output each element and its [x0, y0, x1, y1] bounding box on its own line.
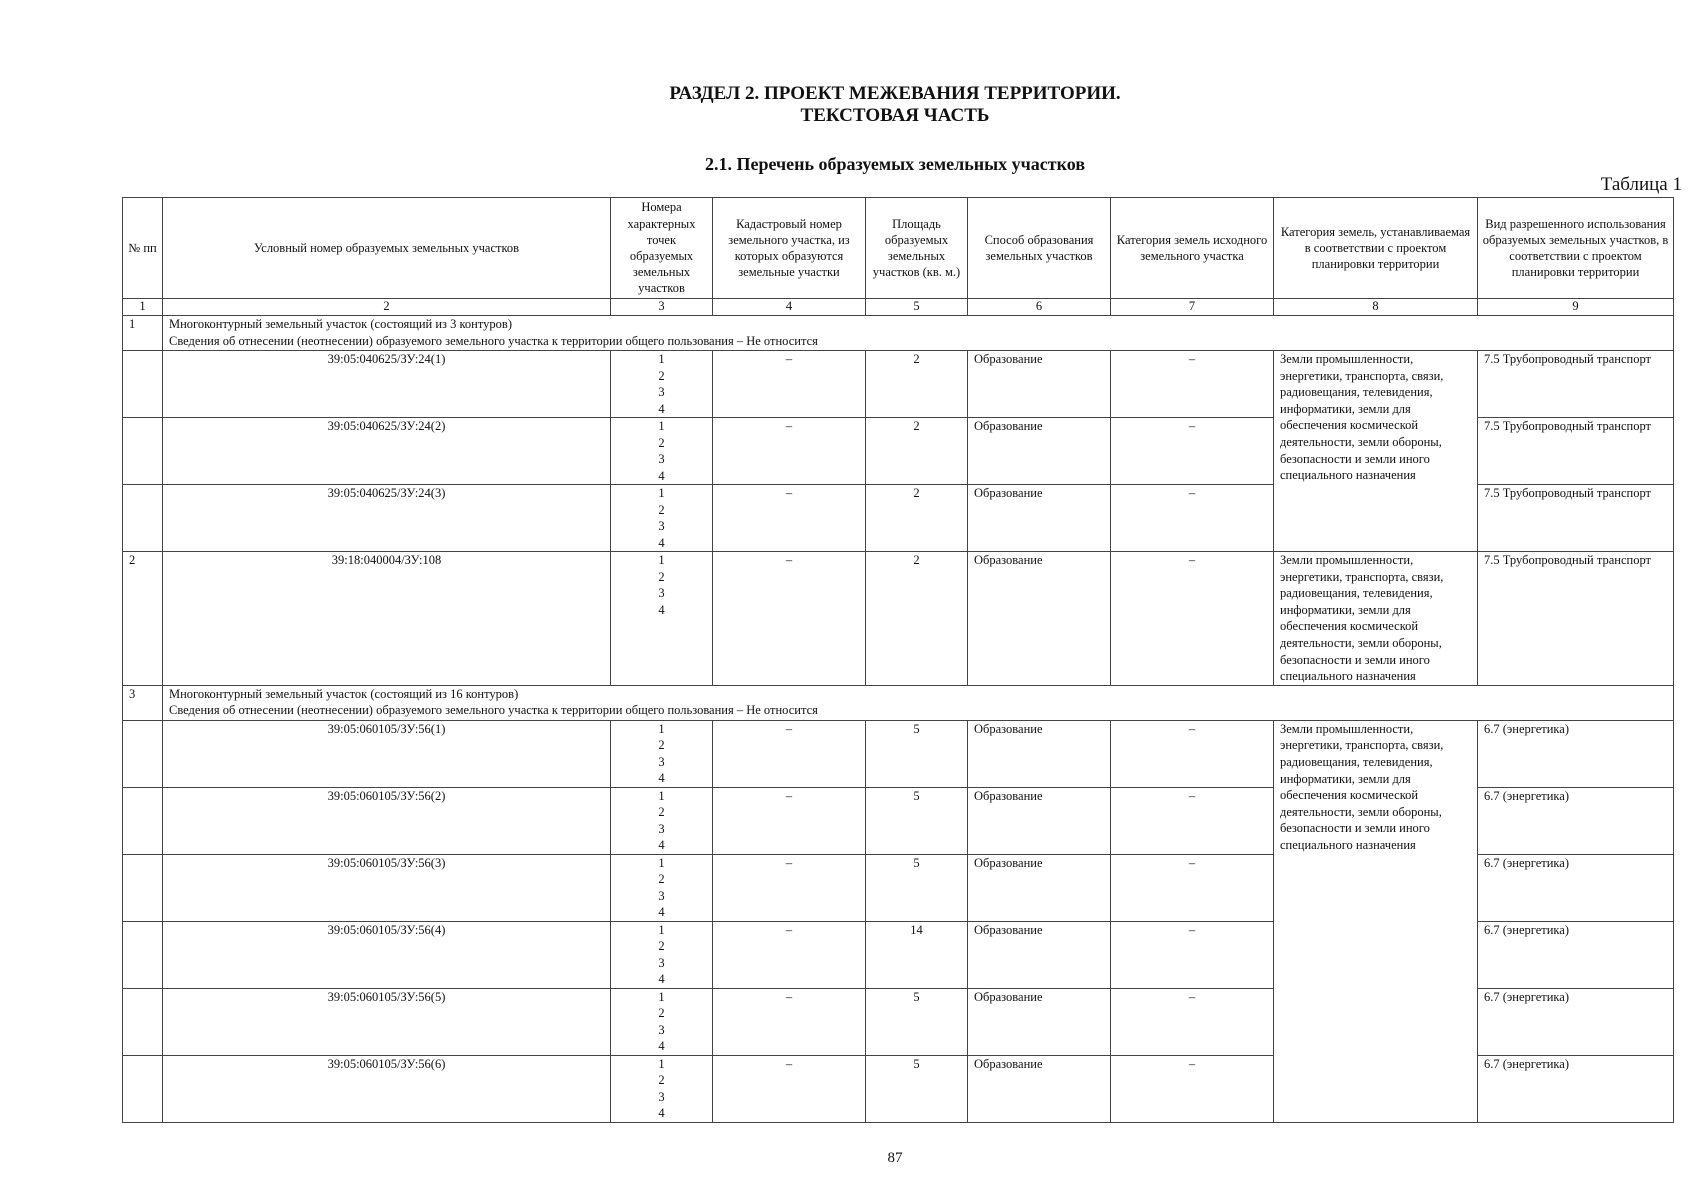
point: 2 [658, 738, 665, 753]
cell-category: Земли промышленности, энергетики, транспорта, связи, радиовещания, телевидения, информатики, земли для обеспечения космической деятельности, земли обороны, безопасности и земли иного специального назначения [1274, 351, 1478, 552]
col-number: 4 [713, 299, 866, 316]
cell-points [611, 988, 713, 1055]
cell-cadastral: – [713, 485, 866, 552]
header-row [123, 198, 1674, 299]
cell-method: Образование [968, 720, 1111, 787]
cell-id: 39:18:040004/ЗУ:108 [163, 552, 611, 686]
col-header-method: Способ образования земельных участков [968, 198, 1111, 299]
cell-area: 5 [866, 787, 968, 854]
point: 1 [658, 788, 665, 803]
col-number: 9 [1478, 299, 1674, 316]
cell-points [611, 351, 713, 418]
point: 4 [658, 838, 665, 853]
cell-area: 5 [866, 854, 968, 921]
cell-category: Земли промышленности, энергетики, транспорта, связи, радиовещания, телевидения, информатики, земли для обеспечения космической деятельности, земли обороны, безопасности и земли иного специального назначения [1274, 720, 1478, 1122]
cell-category: Земли промышленности, энергетики, транспорта, связи, радиовещания, телевидения, информатики, земли для обеспечения космической деятельности, земли обороны, безопасности и земли иного специального назначения [1274, 552, 1478, 686]
point: 2 [658, 502, 665, 517]
cell-source-category: – [1111, 988, 1274, 1055]
cell-id: 39:05:060105/ЗУ:56(1) [163, 720, 611, 787]
group-header-row [123, 316, 1674, 351]
point: 2 [658, 368, 665, 383]
point: 1 [658, 989, 665, 1004]
cell-area: 2 [866, 552, 968, 686]
table-row [123, 720, 1674, 787]
section-title: РАЗДЕЛ 2. ПРОЕКТ МЕЖЕВАНИЯ ТЕРРИТОРИИ. [669, 83, 1121, 104]
point: 1 [658, 922, 665, 937]
group-title: Многоконтурный земельный участок (состоящий из 16 контуров) [169, 686, 519, 701]
col-header-cadastral: Кадастровый номер земельного участка, из которых образуются земельные участки [713, 198, 866, 299]
col-header-id: Условный номер образуемых земельных участков [163, 198, 611, 299]
col-header-num: № пп [123, 198, 163, 299]
cell-area: 5 [866, 988, 968, 1055]
land-plots-table [122, 197, 1674, 1123]
point: 3 [658, 1089, 665, 1104]
point: 3 [658, 1022, 665, 1037]
cell-cadastral: – [713, 351, 866, 418]
cell-cadastral: – [713, 720, 866, 787]
group-note: Сведения об отнесении (неотнесении) образуемого земельного участка к территории общего пользования – Не относится [169, 703, 818, 718]
section-title-line2: ТЕКСТОВАЯ ЧАСТЬ [800, 105, 990, 126]
group-description [163, 316, 1674, 351]
cell-id: 39:05:040625/ЗУ:24(3) [163, 485, 611, 552]
cell-num [123, 854, 163, 921]
point: 3 [658, 586, 665, 600]
table-row [123, 351, 1674, 418]
cell-cadastral: – [713, 787, 866, 854]
col-header-points: Номера характерных точек образуемых земельных участков [611, 198, 713, 299]
cell-points [611, 418, 713, 485]
cell-use: 6.7 (энергетика) [1478, 854, 1674, 921]
point: 2 [658, 435, 665, 450]
cell-source-category: – [1111, 787, 1274, 854]
cell-use: 6.7 (энергетика) [1478, 921, 1674, 988]
col-header-category: Категория земель, устанавливаемая в соответствии с проектом планировки территории [1274, 198, 1478, 299]
point: 3 [658, 955, 665, 970]
group-description [163, 685, 1674, 720]
table-label: Таблица 1 [1600, 174, 1682, 195]
col-header-area: Площадь образуемых земельных участков (кв. м.) [866, 198, 968, 299]
subsection-title: 2.1. Перечень образуемых земельных участков [704, 154, 1086, 174]
cell-use: 7.5 Трубопроводный транспорт [1478, 351, 1674, 418]
cell-points [611, 854, 713, 921]
point: 1 [658, 855, 665, 870]
point: 1 [658, 553, 665, 567]
cell-method: Образование [968, 787, 1111, 854]
point: 1 [658, 419, 665, 433]
cell-method: Образование [968, 921, 1111, 988]
cell-use: 7.5 Трубопроводный транспорт [1478, 552, 1674, 686]
cell-source-category: – [1111, 854, 1274, 921]
cell-use: 6.7 (энергетика) [1478, 988, 1674, 1055]
cell-area: 2 [866, 485, 968, 552]
cell-source-category: – [1111, 418, 1274, 485]
cell-id: 39:05:060105/ЗУ:56(2) [163, 787, 611, 854]
cell-num [123, 418, 163, 485]
col-number: 6 [968, 299, 1111, 316]
col-header-source-category: Категория земель исходного земельного участка [1111, 198, 1274, 299]
cell-area: 2 [866, 418, 968, 485]
cell-source-category: – [1111, 1055, 1274, 1122]
cell-area: 2 [866, 351, 968, 418]
cell-points [611, 921, 713, 988]
cell-num [123, 1055, 163, 1122]
col-number: 8 [1274, 299, 1478, 316]
cell-area: 5 [866, 720, 968, 787]
point: 2 [658, 1073, 665, 1088]
cell-num [123, 351, 163, 418]
point: 4 [658, 602, 665, 617]
cell-method: Образование [968, 351, 1111, 418]
point: 4 [658, 1039, 665, 1054]
cell-cadastral: – [713, 418, 866, 485]
cell-id: 39:05:040625/ЗУ:24(2) [163, 418, 611, 485]
col-number: 7 [1111, 299, 1274, 316]
point: 3 [658, 754, 665, 769]
point: 1 [658, 721, 665, 736]
table-row [123, 552, 1674, 686]
point: 2 [658, 569, 665, 584]
cell-num [123, 921, 163, 988]
cell-num [123, 485, 163, 552]
point: 3 [658, 888, 665, 903]
point: 4 [658, 771, 665, 786]
cell-use: 7.5 Трубопроводный транспорт [1478, 485, 1674, 552]
group-number: 1 [123, 316, 163, 351]
point: 4 [658, 972, 665, 987]
cell-method: Образование [968, 854, 1111, 921]
cell-source-category: – [1111, 552, 1274, 686]
point: 4 [658, 401, 665, 416]
group-note: Сведения об отнесении (неотнесении) образуемого земельного участка к территории общего пользования – Не относится [169, 333, 818, 348]
cell-cadastral: – [713, 921, 866, 988]
point: 2 [658, 805, 665, 820]
col-number: 3 [611, 299, 713, 316]
point: 4 [658, 535, 665, 550]
cell-cadastral: – [713, 1055, 866, 1122]
point: 1 [658, 352, 665, 366]
cell-num: 2 [123, 552, 163, 686]
cell-method: Образование [968, 1055, 1111, 1122]
group-number: 3 [123, 685, 163, 720]
point: 2 [658, 1006, 665, 1021]
cell-points [611, 720, 713, 787]
col-header-use: Вид разрешенного использования образуемых земельных участков, в соответствии с проектом планировки территории [1478, 198, 1674, 299]
col-number: 5 [866, 299, 968, 316]
cell-method: Образование [968, 418, 1111, 485]
cell-source-category: – [1111, 485, 1274, 552]
cell-points [611, 552, 713, 686]
cell-use: 6.7 (энергетика) [1478, 720, 1674, 787]
cell-cadastral: – [713, 988, 866, 1055]
cell-source-category: – [1111, 351, 1274, 418]
cell-id: 39:05:060105/ЗУ:56(5) [163, 988, 611, 1055]
col-number: 1 [123, 299, 163, 316]
cell-points [611, 787, 713, 854]
point: 4 [658, 905, 665, 920]
point: 1 [658, 1056, 665, 1071]
cell-area: 5 [866, 1055, 968, 1122]
cell-points [611, 485, 713, 552]
page-number: 87 [887, 1150, 903, 1166]
cell-id: 39:05:060105/ЗУ:56(6) [163, 1055, 611, 1122]
point: 4 [658, 468, 665, 483]
cell-num [123, 720, 163, 787]
point: 3 [658, 385, 665, 399]
group-title: Многоконтурный земельный участок (состоящий из 3 контуров) [169, 317, 512, 331]
point: 1 [658, 486, 665, 500]
group-header-row [123, 685, 1674, 720]
cell-method: Образование [968, 485, 1111, 552]
column-number-row [123, 299, 1674, 316]
cell-method: Образование [968, 988, 1111, 1055]
point: 3 [658, 519, 665, 533]
cell-use: 6.7 (энергетика) [1478, 787, 1674, 854]
cell-num [123, 988, 163, 1055]
cell-id: 39:05:040625/ЗУ:24(1) [163, 351, 611, 418]
cell-id: 39:05:060105/ЗУ:56(3) [163, 854, 611, 921]
point: 3 [658, 452, 665, 466]
cell-points [611, 1055, 713, 1122]
cell-use: 6.7 (энергетика) [1478, 1055, 1674, 1122]
cell-area: 14 [866, 921, 968, 988]
cell-source-category: – [1111, 720, 1274, 787]
cell-use: 7.5 Трубопроводный транспорт [1478, 418, 1674, 485]
point: 3 [658, 821, 665, 836]
cell-cadastral: – [713, 854, 866, 921]
cell-cadastral: – [713, 552, 866, 686]
point: 2 [658, 939, 665, 954]
cell-num [123, 787, 163, 854]
point: 4 [658, 1106, 665, 1121]
cell-id: 39:05:060105/ЗУ:56(4) [163, 921, 611, 988]
cell-source-category: – [1111, 921, 1274, 988]
cell-method: Образование [968, 552, 1111, 686]
col-number: 2 [163, 299, 611, 316]
point: 2 [658, 872, 665, 887]
